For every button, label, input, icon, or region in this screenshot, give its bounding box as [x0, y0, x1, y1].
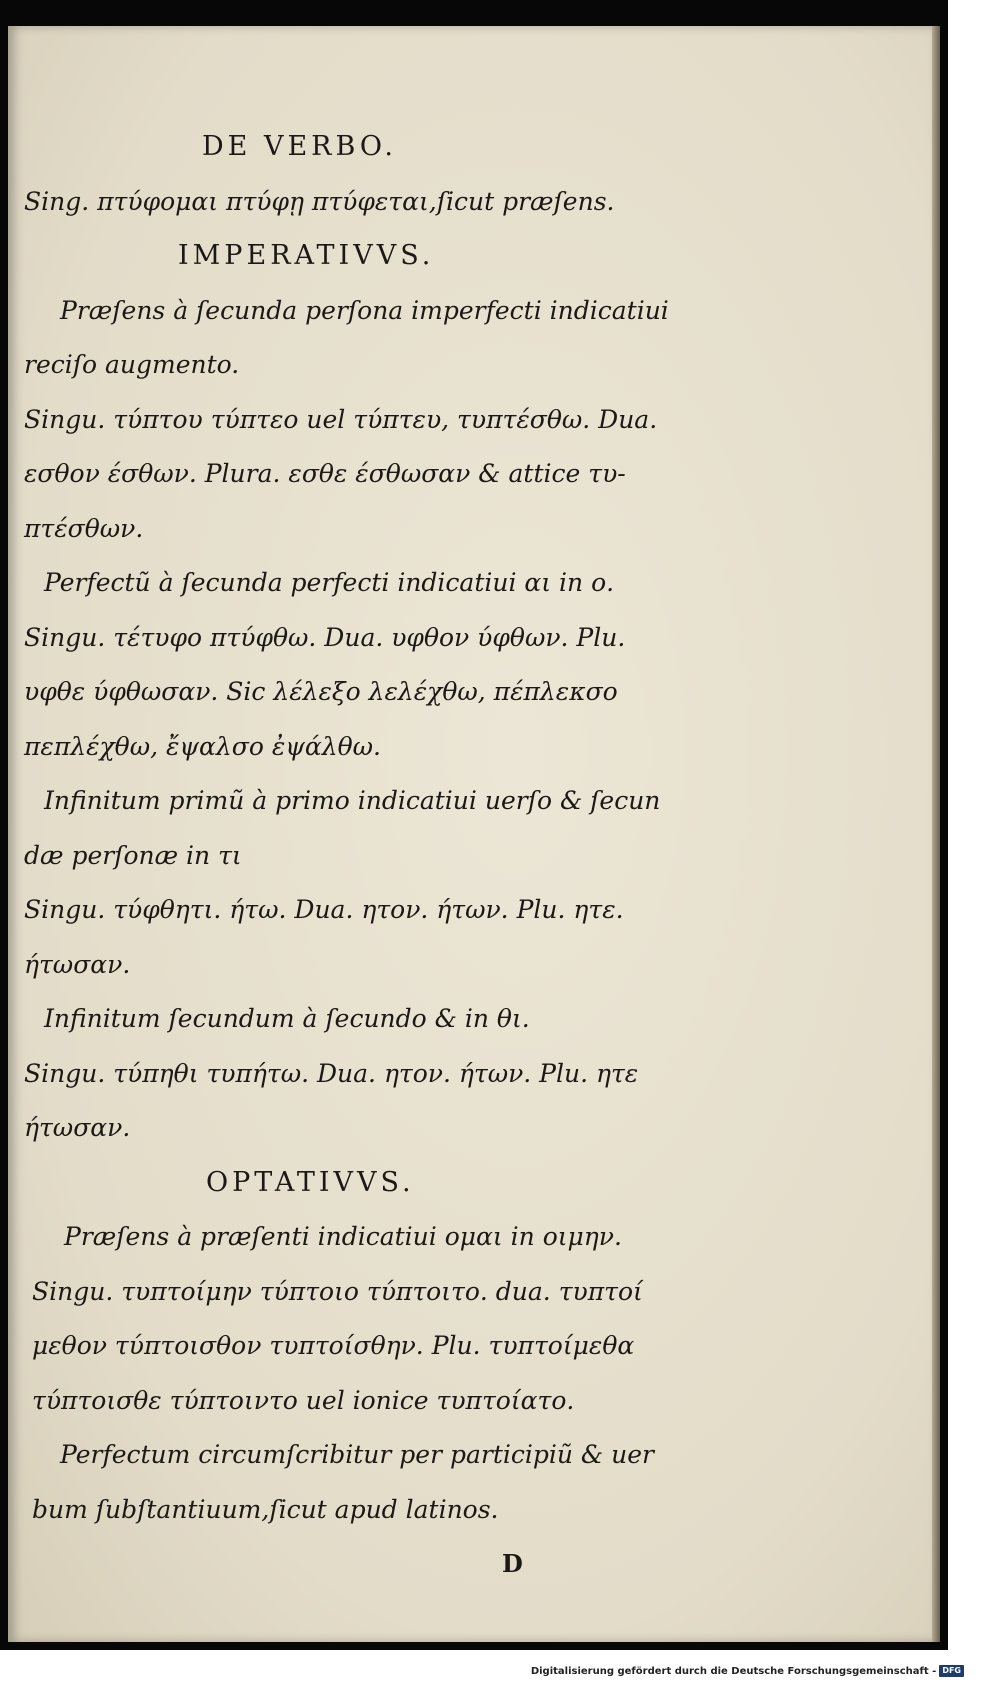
text-line: bum ſubſtantiuum,ſicut apud latinos.	[32, 1494, 499, 1524]
text-line: πεπλέχθω, ἔψαλσο ἐψάλθω.	[24, 731, 381, 761]
text-line: υφθε ύφθωσαν. Sic λέλεξο λελέχθω, πέπλεκσο	[24, 677, 618, 706]
text-line: Singu. τύπηθι τυπήτω. Dua. ητον. ήτων. Plu. ητε	[24, 1058, 639, 1088]
text-line: Sing. πτύφομαι πτύφῃ πτύφεται,ſicut præſens.	[24, 186, 615, 216]
text-line: ήτωσαν.	[24, 949, 131, 979]
text-line: Singu. τέτυφο πτύφθω. Dua. υφθον ύφθων. Plu.	[24, 622, 626, 652]
text-line: reciſo augmento.	[24, 350, 240, 379]
digitization-credit	[531, 1665, 964, 1677]
signature-mark: D	[502, 1549, 523, 1578]
text-line: ήτωσαν.	[24, 1113, 131, 1142]
dfg-logo: DFG	[939, 1665, 964, 1677]
credit-text: Digitalisierung gefördert durch die Deutsche Forschungsgemeinschaft -	[530, 1665, 937, 1677]
page-edge	[932, 26, 940, 1642]
text-line: Præſens à ſecunda perſona imperfecti indicatiui	[60, 295, 669, 325]
text-line: Singu. τύφθητι. ήτω. Dua. ητον. ήτων. Plu. ητε.	[24, 895, 624, 924]
text-line: dæ perſonæ in τι	[24, 840, 242, 870]
text-line: Perfectum circumſcribitur per participiũ & uer	[60, 1440, 654, 1469]
text-line: τύπτοισθε τύπτοιντο uel ionice τυπτοίατο.	[32, 1385, 575, 1415]
text-line: Singu. τυπτοίμην τύπτοιο τύπτοιτο. dua. τυπτοί	[32, 1276, 643, 1306]
page-text	[24, 120, 724, 1592]
text-line: Perfectũ à ſecunda perfecti indicatiui αι in ο.	[44, 568, 615, 597]
text-line: μεθον τύπτοισθον τυπτοίσθην. Plu. τυπτοίμεθα	[32, 1331, 635, 1360]
section-heading-optativus: OPTATIVVS.	[206, 1166, 415, 1198]
text-line: πτέσθων.	[24, 513, 144, 543]
text-line: εσθον έσθων. Plura. εσθε έσθωσαν & attice τυ-	[24, 459, 626, 488]
text-line: Infinitum primũ à primo indicatiui uerſo & ſecun	[44, 786, 661, 815]
text-line: Infinitum ſecundum à ſecundo & in θι.	[44, 1004, 530, 1033]
section-heading-imperativus: IMPERATIVVS.	[178, 240, 435, 271]
running-head: DE VERBO.	[202, 131, 397, 162]
text-line: Præſens à præſenti indicatiui ομαι in οιμην.	[64, 1222, 622, 1251]
text-line: Singu. τύπτου τύπτεο uel τύπτευ, τυπτέσθω. Dua.	[24, 404, 658, 434]
